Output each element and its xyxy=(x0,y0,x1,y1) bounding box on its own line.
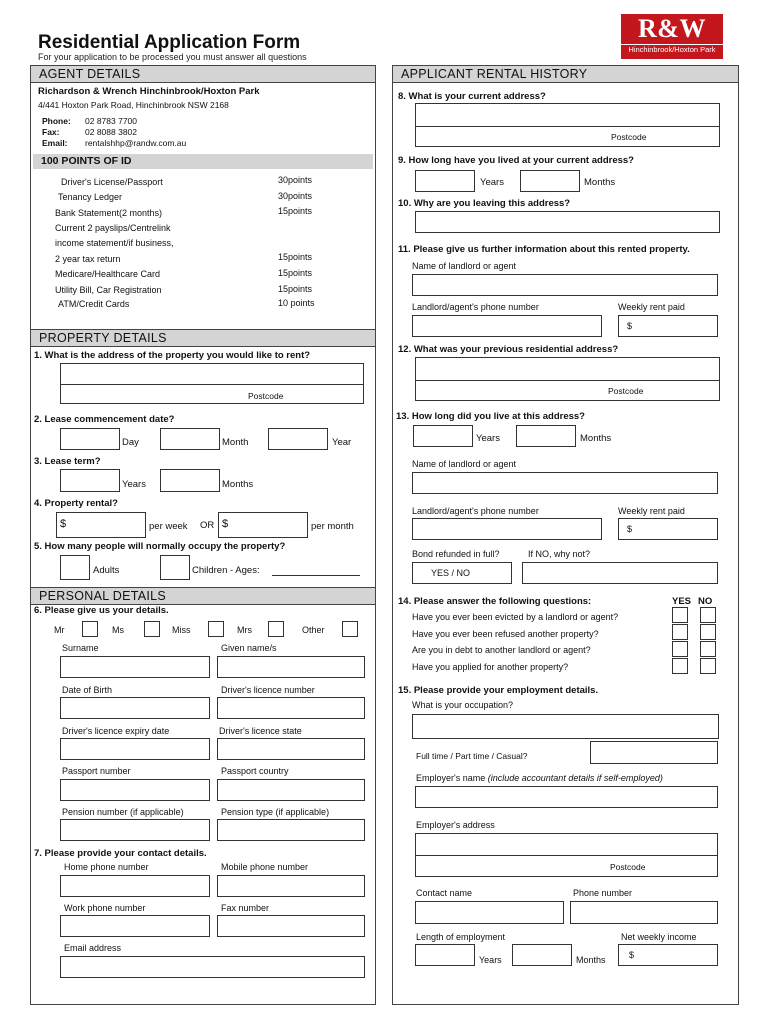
randw-logo xyxy=(621,14,723,59)
yes-column-header: YES xyxy=(672,596,692,607)
mobile-phone-label: Mobile phone number xyxy=(221,862,309,872)
occupation-label: What is your occupation? xyxy=(412,700,514,710)
landlord-name-label: Name of landlord or agent xyxy=(412,459,517,469)
years-label: Years xyxy=(476,433,500,444)
months-label: Months xyxy=(576,955,606,965)
children-field[interactable] xyxy=(160,555,190,580)
employment-years-field[interactable] xyxy=(415,944,475,966)
licence-state-field[interactable] xyxy=(217,738,365,760)
employer-phone-field[interactable] xyxy=(570,901,718,924)
address-divider xyxy=(61,384,363,385)
licence-number-field[interactable] xyxy=(217,697,365,719)
agent-fax: 02 8088 3802 xyxy=(85,127,137,137)
previous-landlord-phone-field[interactable] xyxy=(412,518,602,540)
question-14-item: Are you in debt to another landlord or agent? xyxy=(412,645,591,655)
email-field[interactable] xyxy=(60,956,365,978)
points-item-label: 2 year tax return xyxy=(55,254,121,264)
pension-type-label: Pension type (if applicable) xyxy=(221,807,330,817)
rent-per-week-field[interactable] xyxy=(56,512,146,538)
title-mr-label: Mr xyxy=(54,625,65,635)
agent-phone-label: Phone: xyxy=(42,116,71,126)
rental-history-heading: APPLICANT RENTAL HISTORY xyxy=(393,66,738,83)
lease-term-months-field[interactable] xyxy=(160,469,220,492)
pension-number-label: Pension number (if applicable) xyxy=(62,807,184,817)
title-ms-label: Ms xyxy=(112,625,124,635)
passport-country-field[interactable] xyxy=(217,779,365,801)
points-item-label: Utility Bill, Car Registration xyxy=(55,285,162,295)
address-divider xyxy=(416,855,717,856)
mobile-phone-field[interactable] xyxy=(217,875,365,897)
previous-weekly-rent-field[interactable] xyxy=(618,518,718,540)
question-10: 10. Why are you leaving this address? xyxy=(398,198,571,209)
work-phone-label: Work phone number xyxy=(64,903,146,913)
licence-expiry-label: Driver's licence expiry date xyxy=(62,726,170,736)
current-address-field[interactable] xyxy=(415,103,720,147)
rent-per-month-field[interactable] xyxy=(218,512,308,538)
logo-text: R&W xyxy=(638,14,706,43)
adults-field[interactable] xyxy=(60,555,90,580)
employer-name-label xyxy=(416,773,663,783)
points-item-label: Tenancy Ledger xyxy=(58,192,123,202)
dollar-sign: $ xyxy=(60,518,67,530)
per-week-label: per week xyxy=(149,521,188,532)
points-item-value: 10 points xyxy=(278,298,315,308)
years-label: Years xyxy=(479,955,502,965)
employment-months-field[interactable] xyxy=(512,944,572,966)
if-no-label: If NO, why not? xyxy=(528,549,591,559)
points-item-value: 30points xyxy=(278,175,313,185)
landlord-name-label: Name of landlord or agent xyxy=(412,261,517,271)
debt-yes-checkbox[interactable] xyxy=(672,641,688,657)
lease-year-field[interactable] xyxy=(268,428,328,450)
question-13: 13. How long did you live at this address? xyxy=(396,411,585,422)
bond-refunded-field[interactable] xyxy=(412,562,512,584)
current-years-field[interactable] xyxy=(415,170,475,192)
question-12: 12. What was your previous residential address? xyxy=(398,344,619,355)
points-item-label: Current 2 payslips/Centrelink xyxy=(55,223,171,233)
previous-years-field[interactable] xyxy=(413,425,473,447)
landlord-name-field[interactable] xyxy=(412,274,718,296)
lease-month-field[interactable] xyxy=(160,428,220,450)
lease-term-years-field[interactable] xyxy=(60,469,120,492)
agent-address: 4/441 Hoxton Park Road, Hinchinbrook NSW 2168 xyxy=(38,100,229,110)
points-item-label: ATM/Credit Cards xyxy=(58,299,130,309)
postcode-label: Postcode xyxy=(608,386,644,396)
contact-name-label: Contact name xyxy=(416,888,473,898)
years-label: Years xyxy=(480,177,504,188)
form-subtitle: For your application to be processed you must answer all questions xyxy=(38,52,307,62)
logo-subtext: Hinchinbrook/Hoxton Park xyxy=(621,44,723,54)
work-phone-field[interactable] xyxy=(60,915,210,937)
contact-name-field[interactable] xyxy=(415,901,564,924)
question-6: 6. Please give us your details. xyxy=(34,605,169,616)
previous-address-field[interactable] xyxy=(415,357,720,401)
net-income-field[interactable] xyxy=(618,944,718,966)
points-item-label: Driver's License/Passport xyxy=(61,177,163,187)
question-2: 2. Lease commencement date? xyxy=(34,414,175,425)
leaving-reason-field[interactable] xyxy=(415,211,720,233)
children-ages-line[interactable] xyxy=(272,575,360,576)
dollar-sign: $ xyxy=(222,518,229,530)
adults-label: Adults xyxy=(93,565,120,576)
weekly-rent-field[interactable] xyxy=(618,315,718,337)
bond-reason-field[interactable] xyxy=(522,562,718,584)
points-item-label: Bank Statement(2 months) xyxy=(55,208,163,218)
title-mrs-label: Mrs xyxy=(237,625,252,635)
applied-yes-checkbox[interactable] xyxy=(672,658,688,674)
fax-number-field[interactable] xyxy=(217,915,365,937)
personal-details-heading: PERSONAL DETAILS xyxy=(31,587,375,605)
points-item-value: 15points xyxy=(278,268,313,278)
question-11: 11. Please give us further information about this rented property. xyxy=(398,244,690,255)
email-label: Email address xyxy=(64,943,122,953)
postcode-label: Postcode xyxy=(248,391,284,401)
weekly-rent-label: Weekly rent paid xyxy=(618,302,685,312)
agent-details-heading: AGENT DETAILS xyxy=(31,66,375,83)
months-label: Months xyxy=(222,479,254,490)
year-label: Year xyxy=(332,437,352,448)
dob-field[interactable] xyxy=(60,697,210,719)
month-label: Month xyxy=(222,437,249,448)
agent-name: Richardson & Wrench Hinchinbrook/Hoxton Park xyxy=(38,86,260,97)
passport-country-label: Passport country xyxy=(221,766,289,776)
given-names-field[interactable] xyxy=(217,656,365,678)
form-title: Residential Application Form xyxy=(38,32,301,53)
agent-phone: 02 8783 7700 xyxy=(85,116,137,126)
passport-number-label: Passport number xyxy=(62,766,131,776)
licence-number-label: Driver's licence number xyxy=(221,685,315,695)
licence-state-label: Driver's licence state xyxy=(219,726,302,736)
home-phone-field[interactable] xyxy=(60,875,210,897)
weekly-rent-label: Weekly rent paid xyxy=(618,506,685,516)
employer-name-note: (include accountant details if self-employed) xyxy=(487,773,663,783)
title-other-checkbox[interactable] xyxy=(342,621,358,637)
title-miss-checkbox[interactable] xyxy=(208,621,224,637)
question-15: 15. Please provide your employment details. xyxy=(398,685,599,696)
points-item-label: Medicare/Healthcare Card xyxy=(55,269,161,279)
dollar-sign: $ xyxy=(627,524,633,534)
bond-refunded-label: Bond refunded in full? xyxy=(412,549,500,559)
points-item-value: 30points xyxy=(278,191,313,201)
months-label: Months xyxy=(580,433,612,444)
refused-no-checkbox[interactable] xyxy=(700,624,716,640)
question-3: 3. Lease term? xyxy=(34,456,101,467)
postcode-label: Postcode xyxy=(610,862,646,872)
pension-type-field[interactable] xyxy=(217,819,365,841)
surname-field[interactable] xyxy=(60,656,210,678)
debt-no-checkbox[interactable] xyxy=(700,641,716,657)
agent-fax-label: Fax: xyxy=(42,127,60,137)
question-14-item: Have you ever been evicted by a landlord or agent? xyxy=(412,612,619,622)
agent-email-label: Email: xyxy=(42,138,68,148)
passport-number-field[interactable] xyxy=(60,779,210,801)
dollar-sign: $ xyxy=(629,950,635,960)
or-label: OR xyxy=(200,520,215,531)
home-phone-label: Home phone number xyxy=(64,862,149,872)
landlord-phone-label: Landlord/agent's phone number xyxy=(412,506,539,516)
given-names-label: Given name/s xyxy=(221,643,277,653)
points-heading: 100 POINTS OF ID xyxy=(33,154,373,169)
yes-no-option: YES / NO xyxy=(431,568,471,578)
title-mrs-checkbox[interactable] xyxy=(268,621,284,637)
title-miss-label: Miss xyxy=(172,625,191,635)
title-mr-checkbox[interactable] xyxy=(82,621,98,637)
points-item-value: 15points xyxy=(278,252,313,262)
refused-yes-checkbox[interactable] xyxy=(672,624,688,640)
children-label: Children - Ages: xyxy=(192,565,260,576)
pension-number-field[interactable] xyxy=(60,819,210,841)
employment-type-field[interactable] xyxy=(590,741,718,764)
applied-no-checkbox[interactable] xyxy=(700,658,716,674)
surname-label: Surname xyxy=(62,643,99,653)
landlord-phone-field[interactable] xyxy=(412,315,602,337)
no-column-header: NO xyxy=(698,596,713,607)
employer-name-text: Employer's name xyxy=(416,773,486,783)
question-5: 5. How many people will normally occupy the property? xyxy=(34,541,286,552)
per-month-label: per month xyxy=(311,521,354,532)
lease-day-field[interactable] xyxy=(60,428,120,450)
previous-landlord-name-field[interactable] xyxy=(412,472,718,494)
length-employment-label: Length of employment xyxy=(416,932,506,942)
dob-label: Date of Birth xyxy=(62,685,113,695)
points-item-label: income statement/if business, xyxy=(55,238,174,248)
property-details-heading: PROPERTY DETAILS xyxy=(31,329,375,347)
question-9: 9. How long have you lived at your current address? xyxy=(398,155,634,166)
fax-number-label: Fax number xyxy=(221,903,270,913)
points-item-value: 15points xyxy=(278,206,313,216)
title-other-label: Other xyxy=(302,625,325,635)
employment-type-label: Full time / Part time / Casual? xyxy=(416,751,528,761)
points-item-value: 15points xyxy=(278,284,313,294)
licence-expiry-field[interactable] xyxy=(60,738,210,760)
dollar-sign: $ xyxy=(627,321,633,331)
question-14: 14. Please answer the following questions: xyxy=(398,596,592,607)
title-ms-checkbox[interactable] xyxy=(144,621,160,637)
evicted-no-checkbox[interactable] xyxy=(700,607,716,623)
question-7: 7. Please provide your contact details. xyxy=(34,848,207,859)
occupation-field[interactable] xyxy=(412,714,719,739)
employer-name-field[interactable] xyxy=(415,786,718,808)
employer-address-label: Employer's address xyxy=(416,820,495,830)
months-label: Months xyxy=(584,177,616,188)
question-14-item: Have you ever been refused another property? xyxy=(412,629,599,639)
previous-months-field[interactable] xyxy=(516,425,576,447)
phone-number-label: Phone number xyxy=(573,888,633,898)
agent-email: rentalshhp@randw.com.au xyxy=(85,138,187,148)
day-label: Day xyxy=(122,437,139,448)
address-divider xyxy=(416,380,719,381)
question-1: 1. What is the address of the property you would like to rent? xyxy=(34,350,311,361)
net-income-label: Net weekly income xyxy=(621,932,697,942)
question-4: 4. Property rental? xyxy=(34,498,118,509)
address-divider xyxy=(416,126,719,127)
years-label: Years xyxy=(122,479,146,490)
evicted-yes-checkbox[interactable] xyxy=(672,607,688,623)
landlord-phone-label: Landlord/agent's phone number xyxy=(412,302,539,312)
question-14-item: Have you applied for another property? xyxy=(412,662,569,672)
postcode-label: Postcode xyxy=(611,132,647,142)
current-months-field[interactable] xyxy=(520,170,580,192)
question-8: 8. What is your current address? xyxy=(398,91,546,102)
